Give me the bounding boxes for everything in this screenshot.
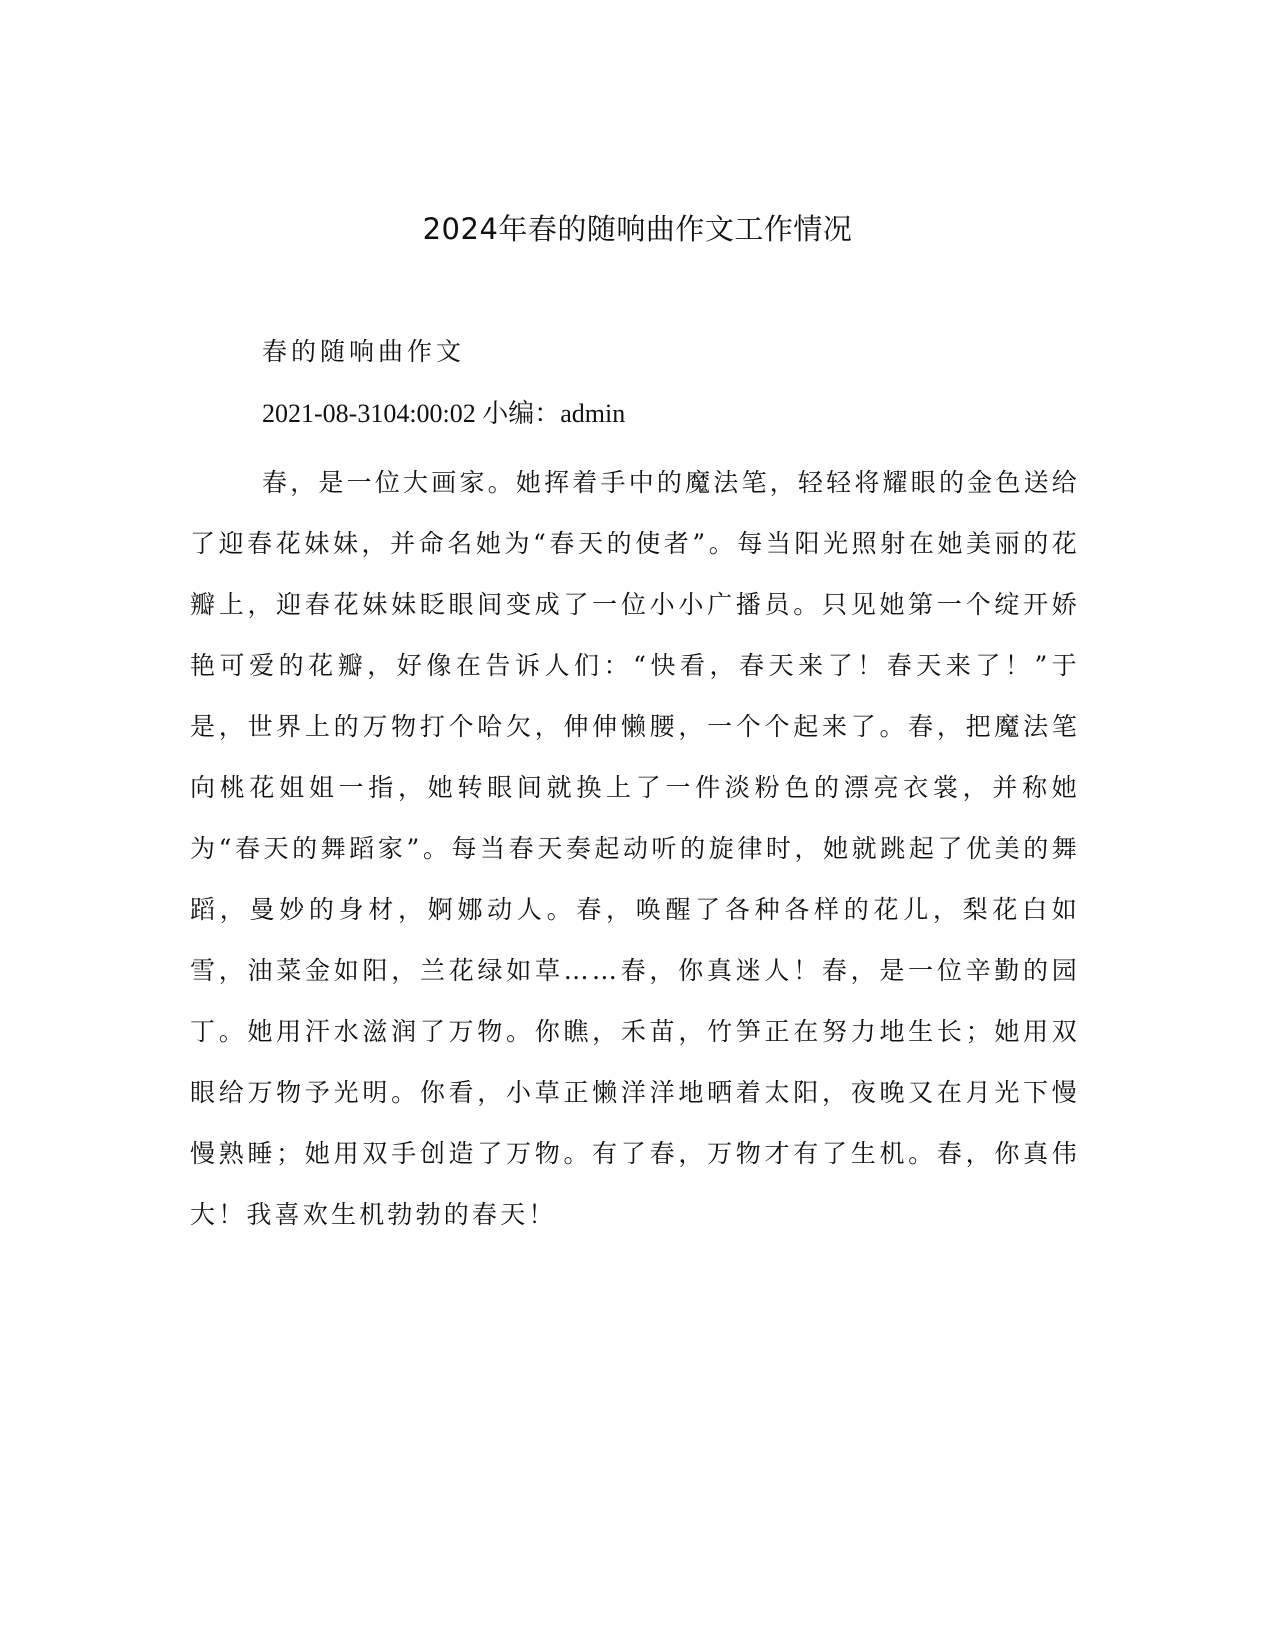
article-heading: 春的随响曲作文 [262, 337, 466, 366]
document-title: 2024年春的随响曲作文工作情况 [422, 212, 853, 246]
post-meta: 2021-08-3104:00:02 小编：admin [262, 399, 626, 428]
article-body: 春，是一位大画家。她挥着手中的魔法笔，轻轻将耀眼的金色送给了迎春花妹妹，并命名她为“春天的使者”。每当阳光照射在她美丽的花瓣上，迎春花妹妹眨眼间变成了一位小小广播员。只见她第一个绽开娇艳可爱的花瓣，好像在告诉人们：“快看，春天来了！春天来了！”于是，世界上的万物打个哈欠，伸伸懒腰，一个个起来了。春，把魔法笔向桃花姐姐一指，她转眼间就换上了一件淡粉色的漂亮衣裳，并称她为“春天的舞蹈家”。每当春天奏起动听的旋律时，她就跳起了优美的舞蹈，曼妙的身材，婀娜动人。春，唤醒了各种各样的花儿，梨花白如雪，油菜金如阳，兰花绿如草……春，你真迷人！春，是一位辛勤的园丁。她用汗水滋润了万物。你瞧，禾苗，竹笋正在努力地生长；她用双眼给万物予光明。你看，小草正懒洋洋地晒着太阳，夜晚又在月光下慢慢熟睡；她用双手创造了万物。有了春，万物才有了生机。春，你真伟大！我喜欢生机勃勃的春天！ [190, 468, 1080, 1229]
